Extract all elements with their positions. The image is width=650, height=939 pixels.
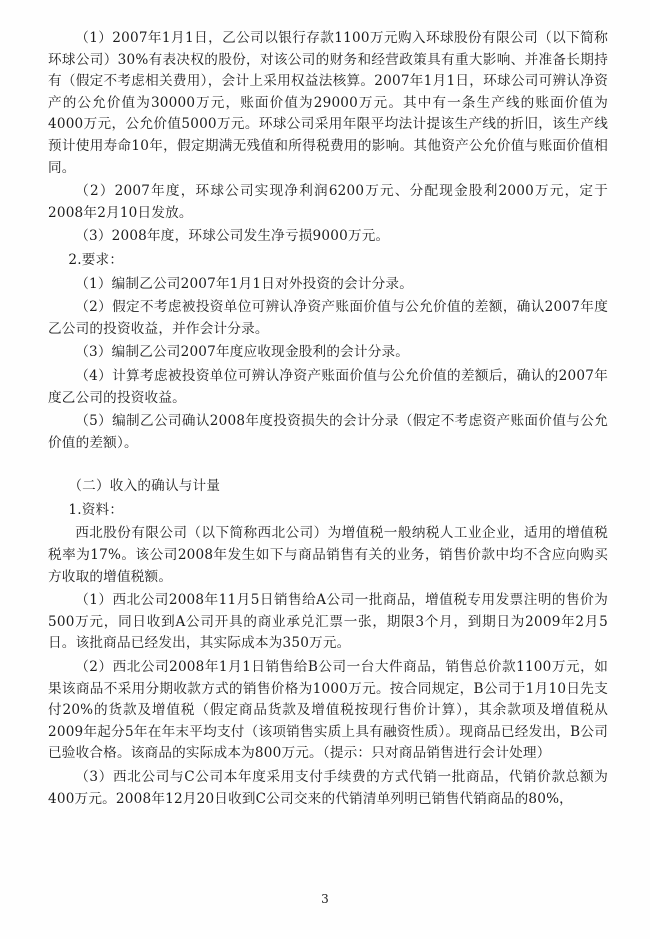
paragraph-item-1: （1）西北公司2008年11月5日销售给A公司一批商品，增值税专用发票注明的售价为500万元，同日收到A公司开具的商业承兑汇票一张，期限3个月，到期日为2009年2月5日。该批商品已经发出，其实际成本为350万元。 [48,592,608,652]
page-number: 3 [321,892,329,906]
requirement-4: （4）计算考虑被投资单位可辨认净资产账面价值与公允价值的差额后，确认的2007年度乙公司的投资收益。 [48,367,608,406]
paragraph-intro: 西北股份有限公司（以下简称西北公司）为增值税一般纳税人工业企业，适用的增值税税率为17%。该公司2008年发生如下与商品销售有关的业务，销售价款中均不含应向购买方收取的增值税额。 [48,525,608,585]
requirement-3: （3）编制乙公司2007年度应收现金股利的会计分录。 [75,344,410,361]
requirement-1: （1）编制乙公司2007年1月1日对外投资的会计分录。 [75,275,414,292]
paragraph-material-2: （2）2007年度，环球公司实现净利润6200万元、分配现金股利2000万元，定于2008年2月10日发放。 [48,183,608,221]
requirement-5: （5）编制乙公司确认2008年度投资损失的会计分录（假定不考虑资产账面价值与公允价值的差额）。 [48,413,608,451]
paragraph-item-3: （3）西北公司与C公司本年度采用支付手续费的方式代销一批商品，代销价款总额为400万元。2008年12月20日收到C公司交来的代销清单列明已销售代销商品的80%， [48,769,608,807]
paragraph-material-3: （3）2008年度，环球公司发生净亏损9000万元。 [75,228,390,245]
material-heading: 1.资料： [68,501,124,518]
requirement-2: （2）假定不考虑被投资单位可辨认净资产账面价值与公允价值的差额，确认2007年度乙公司的投资收益，并作会计分录。 [48,299,608,337]
section-heading-revenue: （二）收入的确认与计量 [68,478,221,495]
paragraph-material-1: （1）2007年1月1日，乙公司以银行存款1100万元购入环球股份有限公司（以下简称环球公司）30%有表决权的股份，对该公司的财务和经营政策具有重大影响、并准备长期持有（假定不考虑相关费用），会计上采用权益法核算。2007年1月1日，环球公司可辨认净资产的公允价值为30000万元，账面价值为29000万元。其中有一条生产线的账面价值为4000万元，公允价值5000万元。环球公司采用年限平均法计提该生产线的折旧，该生产线预计使用寿命10年，假定期满无残值和所得税费用的影响。其他资产公允价值与账面价值相同。 [48,30,608,176]
requirements-heading: 2.要求： [68,251,124,268]
document-body [48,28,608,812]
paragraph-item-2: （2）西北公司2008年1月1日销售给B公司一台大件商品，销售总价款1100万元，如果该商品不采用分期收款方式的销售价格为1000万元。按合同规定，B公司于1月10日先支付20%的货款及增值税（假定商品货款及增值税按现行售价计算），其余款项及增值税从2009年起分5年在年末平均支付（该项销售实质上具有融资性质）。现商品已经发出，B公司已验收合格。该商品的实际成本为800万元。（提示：只对商品销售进行会计处理） [48,659,608,762]
